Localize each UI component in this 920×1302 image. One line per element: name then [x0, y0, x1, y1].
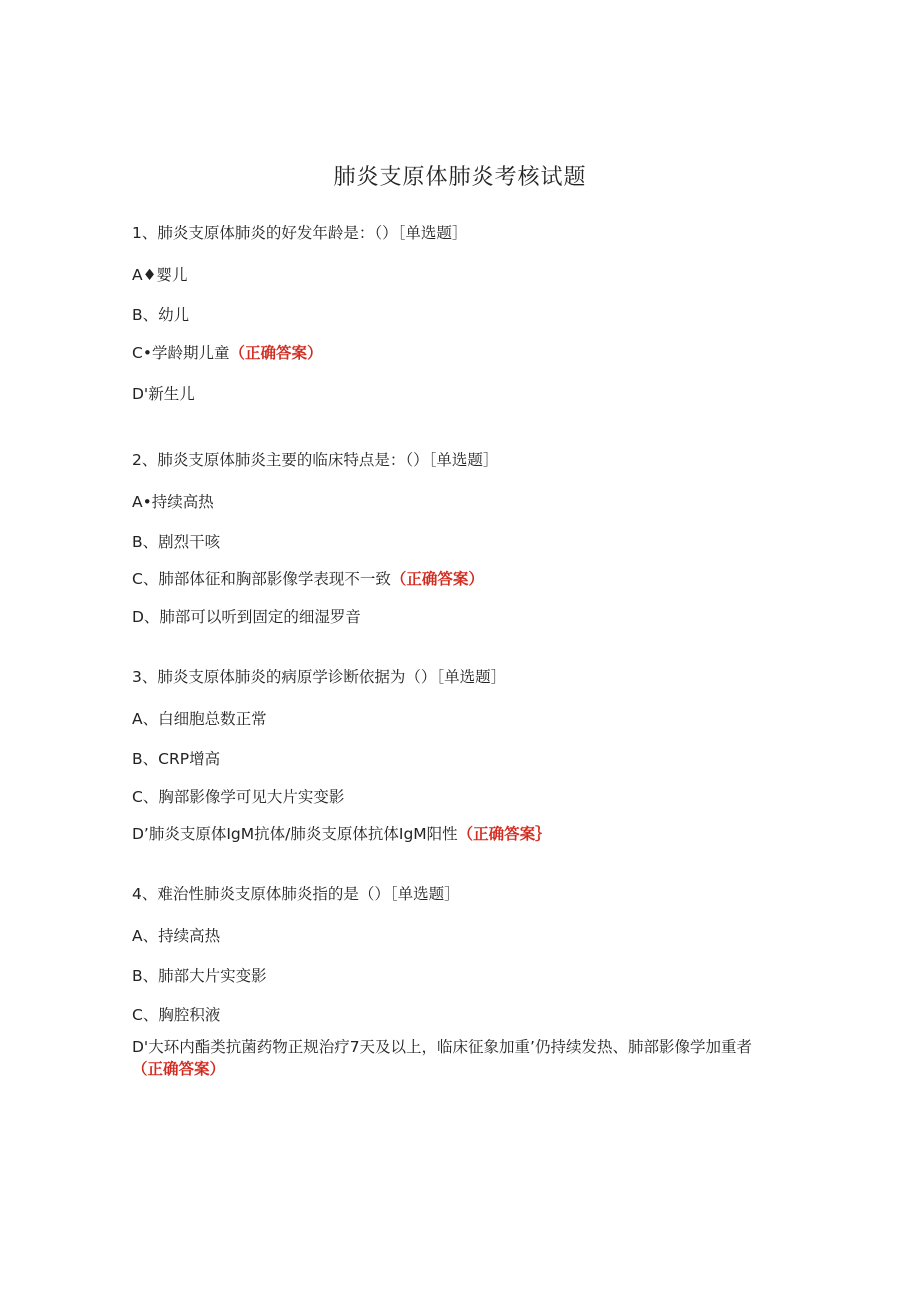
question-3-option-c[interactable] [132, 786, 344, 808]
option-text: B、幼儿 [132, 306, 190, 324]
correct-answer-mark: （正确答案｝ [457, 825, 551, 843]
option-text: A♦婴儿 [132, 266, 188, 284]
question-3-option-d[interactable] [132, 823, 551, 845]
question-1-stem: 1、肺炎支原体肺炎的好发年龄是：（）［单选题］ [132, 224, 468, 242]
option-text: C、胸部影像学可见大片实变影 [132, 788, 345, 806]
question-3-stem: 3、肺炎支原体肺炎的病原学诊断依据为（）［单选题］ [132, 668, 507, 686]
question-3-option-b[interactable] [132, 748, 220, 770]
option-text: D、肺部可以听到固定的细湿罗音 [132, 608, 361, 626]
question-3-option-a[interactable] [132, 708, 267, 730]
option-text: D'大环内酯类抗菌药物正规治疗7天及以上，临床征象加重’仍持续发热、肺部影像学加重者 [132, 1038, 752, 1056]
option-text: D’肺炎支原体IgM抗体/肺炎支原体抗体IgM阳性 [132, 825, 458, 843]
question-4-option-a[interactable] [132, 925, 220, 947]
option-text: C•学龄期儿童 [132, 344, 230, 362]
question-1-option-c[interactable] [132, 342, 322, 364]
question-2-option-b[interactable] [132, 531, 220, 553]
question-4-option-b[interactable] [132, 965, 267, 987]
question-1-option-b[interactable] [132, 304, 189, 326]
question-4-option-c[interactable] [132, 1004, 220, 1026]
question-2-option-c[interactable] [132, 568, 484, 590]
option-text: A、持续高热 [132, 927, 221, 945]
option-text: D'新生儿 [132, 385, 195, 403]
option-text: B、CRP增高 [132, 750, 221, 768]
correct-answer-mark: （正确答案） [390, 570, 484, 588]
question-2-option-a[interactable] [132, 491, 214, 513]
question-1-option-a[interactable] [132, 264, 188, 286]
option-text: C、胸腔积液 [132, 1006, 221, 1024]
question-1-option-d[interactable] [132, 383, 195, 405]
correct-answer-mark: （正确答案） [229, 344, 323, 362]
question-2-option-d[interactable] [132, 606, 361, 628]
page-title: 肺炎支原体肺炎考核试题 [333, 165, 587, 190]
question-2-stem: 2、肺炎支原体肺炎主要的临床特点是：（）［单选题］ [132, 451, 499, 469]
question-4-stem: 4、难治性肺炎支原体肺炎指的是（）［单选题］ [132, 885, 460, 903]
correct-answer-mark: （正确答案） [132, 1060, 226, 1078]
option-text: A•持续高热 [132, 493, 214, 511]
option-text: B、剧烈干咳 [132, 533, 221, 551]
option-text: B、肺部大片实变影 [132, 967, 267, 985]
option-text: C、肺部体征和胸部影像学表现不一致 [132, 570, 391, 588]
question-4-option-d[interactable] [132, 1036, 782, 1080]
option-text: A、白细胞总数正常 [132, 710, 267, 728]
